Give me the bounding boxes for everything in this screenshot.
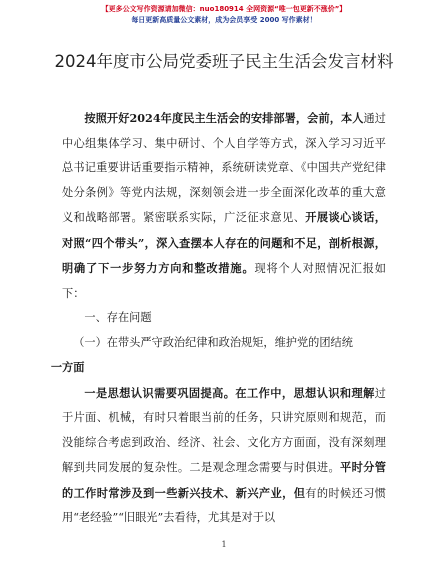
problem-paragraph — [62, 381, 386, 531]
subsection-heading-part1: （一）在带头严守政治纪律和政治规矩，维护党的团结统 — [73, 335, 353, 349]
intro-paragraph — [62, 106, 386, 306]
promo-banner — [0, 4, 448, 26]
intro-seg-2: 通过中心组集体学习、集中研讨、个人自学等方式，深入学习习近平总书记重要讲话重要指示精神，系统研读党章、《中国共产党纪律处分条例》等党内法规，深刻领会进一步全面深化改革的重大意义和战略部署。紧密联系实际，广泛征求意见、 — [62, 112, 386, 224]
section-heading: 一、存在问题 — [84, 311, 152, 324]
problem-seg-4: 有的时候还习惯用“老经验”“旧眼光”去看待，尤其是对于以 — [62, 486, 386, 524]
problem-seg-1: 一是思想认识需要巩固提高。在工作中，思想认识和理解 — [84, 385, 375, 400]
promo-line-1: 【更多公文写作资源请加微信：nuo180914 全网资源“唯一包更新不涨价”】 — [101, 5, 347, 13]
problem-seg-3: 平时分管的工作时常涉及到一些新兴技术、新兴产业，但 — [62, 460, 386, 500]
intro-seg-3: 开展谈心谈话，对照“四个带头”，深入查摆本人存在的问题和不足，剖析根源，明确了下一步努力方向和整改措施。 — [62, 210, 386, 275]
document-body — [50, 106, 386, 531]
document-title: 2024年度市公局党委班子民主生活会发言材料 — [54, 52, 394, 71]
subsection-heading — [50, 331, 386, 381]
problem-seg-2: 过于片面、机械，有时只着眼当前的任务，只讲究原则和规范，而没能综合考虑到政治、经济、社会、文化方方面面，没有深刻理解到共同发展的复杂性。二是观念理念需要与时俱进。 — [62, 386, 386, 474]
intro-seg-1: 按照开好2024年度民主生活会的安排部署，会前，本人 — [84, 111, 364, 125]
subsection-heading-part2: 一方面 — [50, 360, 85, 374]
page-number: 1 — [221, 540, 227, 549]
promo-line-2: 每日更新高质量公文素材，成为会员享受 2000 写作素材！ — [131, 16, 317, 24]
intro-seg-4: 现将个人对照情况汇报如下： — [62, 262, 386, 300]
